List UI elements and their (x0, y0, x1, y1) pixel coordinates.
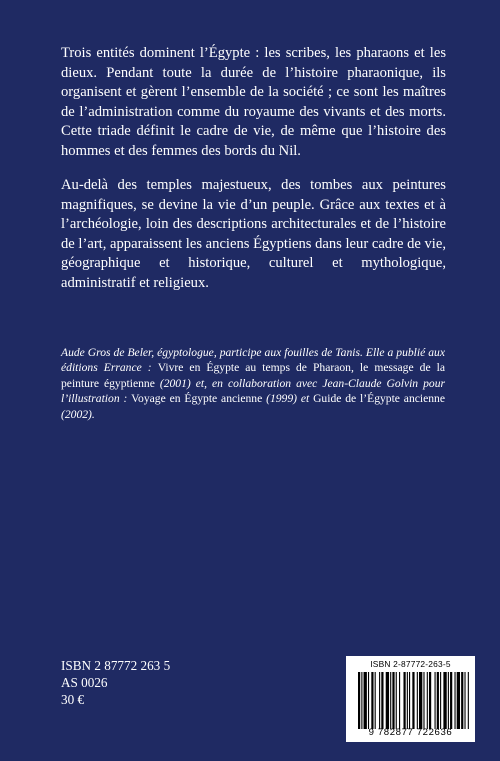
barcode-bar (381, 672, 383, 729)
barcode-bar (454, 672, 455, 729)
catalog-code: AS 0026 (61, 675, 108, 691)
barcode-bar (443, 672, 446, 729)
barcode-bar (368, 672, 369, 729)
barcode-bar (412, 672, 414, 729)
barcode-bar (464, 672, 465, 729)
barcode-bar (386, 672, 389, 729)
barcode-bar (419, 672, 422, 729)
bio-sep-1: , (350, 361, 360, 375)
barcode-bar (399, 672, 400, 729)
description-paragraph-2: Au-delà des temples majestueux, des tombes aux peintures magnifiques, se devine la vie d’un peuple. Grâce aux textes et à l’archéologie, loin des descriptions architecturales et de l’histoire de l’art, apparaissent les anciens Égyptiens dans leur cadre de vie, géographique et historique, culturel et mythologique, administratif et religieux. (61, 177, 446, 291)
price: 30 € (61, 692, 85, 708)
barcode-bar (468, 672, 469, 729)
barcode-bar (437, 672, 439, 729)
book-title-3: Voyage en Égypte ancienne (131, 392, 263, 406)
barcode-bar (379, 672, 380, 729)
barcode-bar (407, 672, 408, 729)
isbn-text: ISBN 2 87772 263 5 (61, 658, 171, 673)
barcode-bar (448, 672, 449, 729)
barcode-bar (361, 672, 362, 729)
barcode-bar (364, 672, 367, 729)
book-title-4: Guide de l’Égypte ancienne (313, 392, 445, 406)
description-paragraph-1: Trois entités dominent l’Égypte : les scribes, les pharaons et les dieux. Pendant toute la durée de l’histoire pharaonique, ils organisent et gèrent l’ensemble de la société ; ce sont les maîtres de l’administration comme du royaume des vivants et des morts. Cette triade définit le cadre de vie, de même que l’histoire des hommes et des femmes des bords du Nil. (61, 45, 446, 159)
author-bio (61, 345, 445, 422)
barcode-icon (358, 672, 470, 729)
barcode-bar (423, 672, 424, 729)
barcode-isbn-label: ISBN 2-87772-263-5 (370, 659, 451, 669)
barcode-bar (375, 672, 376, 729)
barcode-bar (450, 672, 452, 729)
barcode-bar (371, 672, 373, 729)
barcode-bar (461, 672, 463, 729)
barcode-bar (457, 672, 460, 729)
bio-intro: Aude Gros de Beler, égyptologue, participe aux fouilles de Tanis. Elle a publié aux éditions Errance : (61, 346, 445, 375)
barcode-digits: 9 782877 722636 (368, 727, 453, 738)
bio-year-2: (1999) et (262, 392, 314, 406)
book-title-1: Vivre en Égypte au temps de Pharaon (157, 361, 351, 375)
bio-year-3: (2002). (61, 407, 95, 421)
barcode-bar (440, 672, 441, 729)
barcode-bar (435, 672, 436, 729)
publication-info (61, 657, 170, 709)
barcode-bar (392, 672, 394, 729)
barcode-bar (403, 672, 405, 729)
barcode-bar (390, 672, 391, 729)
bio-year-1: (2001) et, en collaboration avec Jean-Claude Golvin pour l’illustration : (61, 376, 446, 406)
barcode-bar (396, 672, 397, 729)
barcode-bar (429, 672, 431, 729)
barcode-bar (417, 672, 418, 729)
barcode-bar (409, 672, 410, 729)
book-title-2: le message de la peinture égyptienne (61, 361, 445, 390)
barcode-bar (427, 672, 428, 729)
barcode-box (346, 656, 475, 742)
barcode-bar (358, 672, 360, 729)
